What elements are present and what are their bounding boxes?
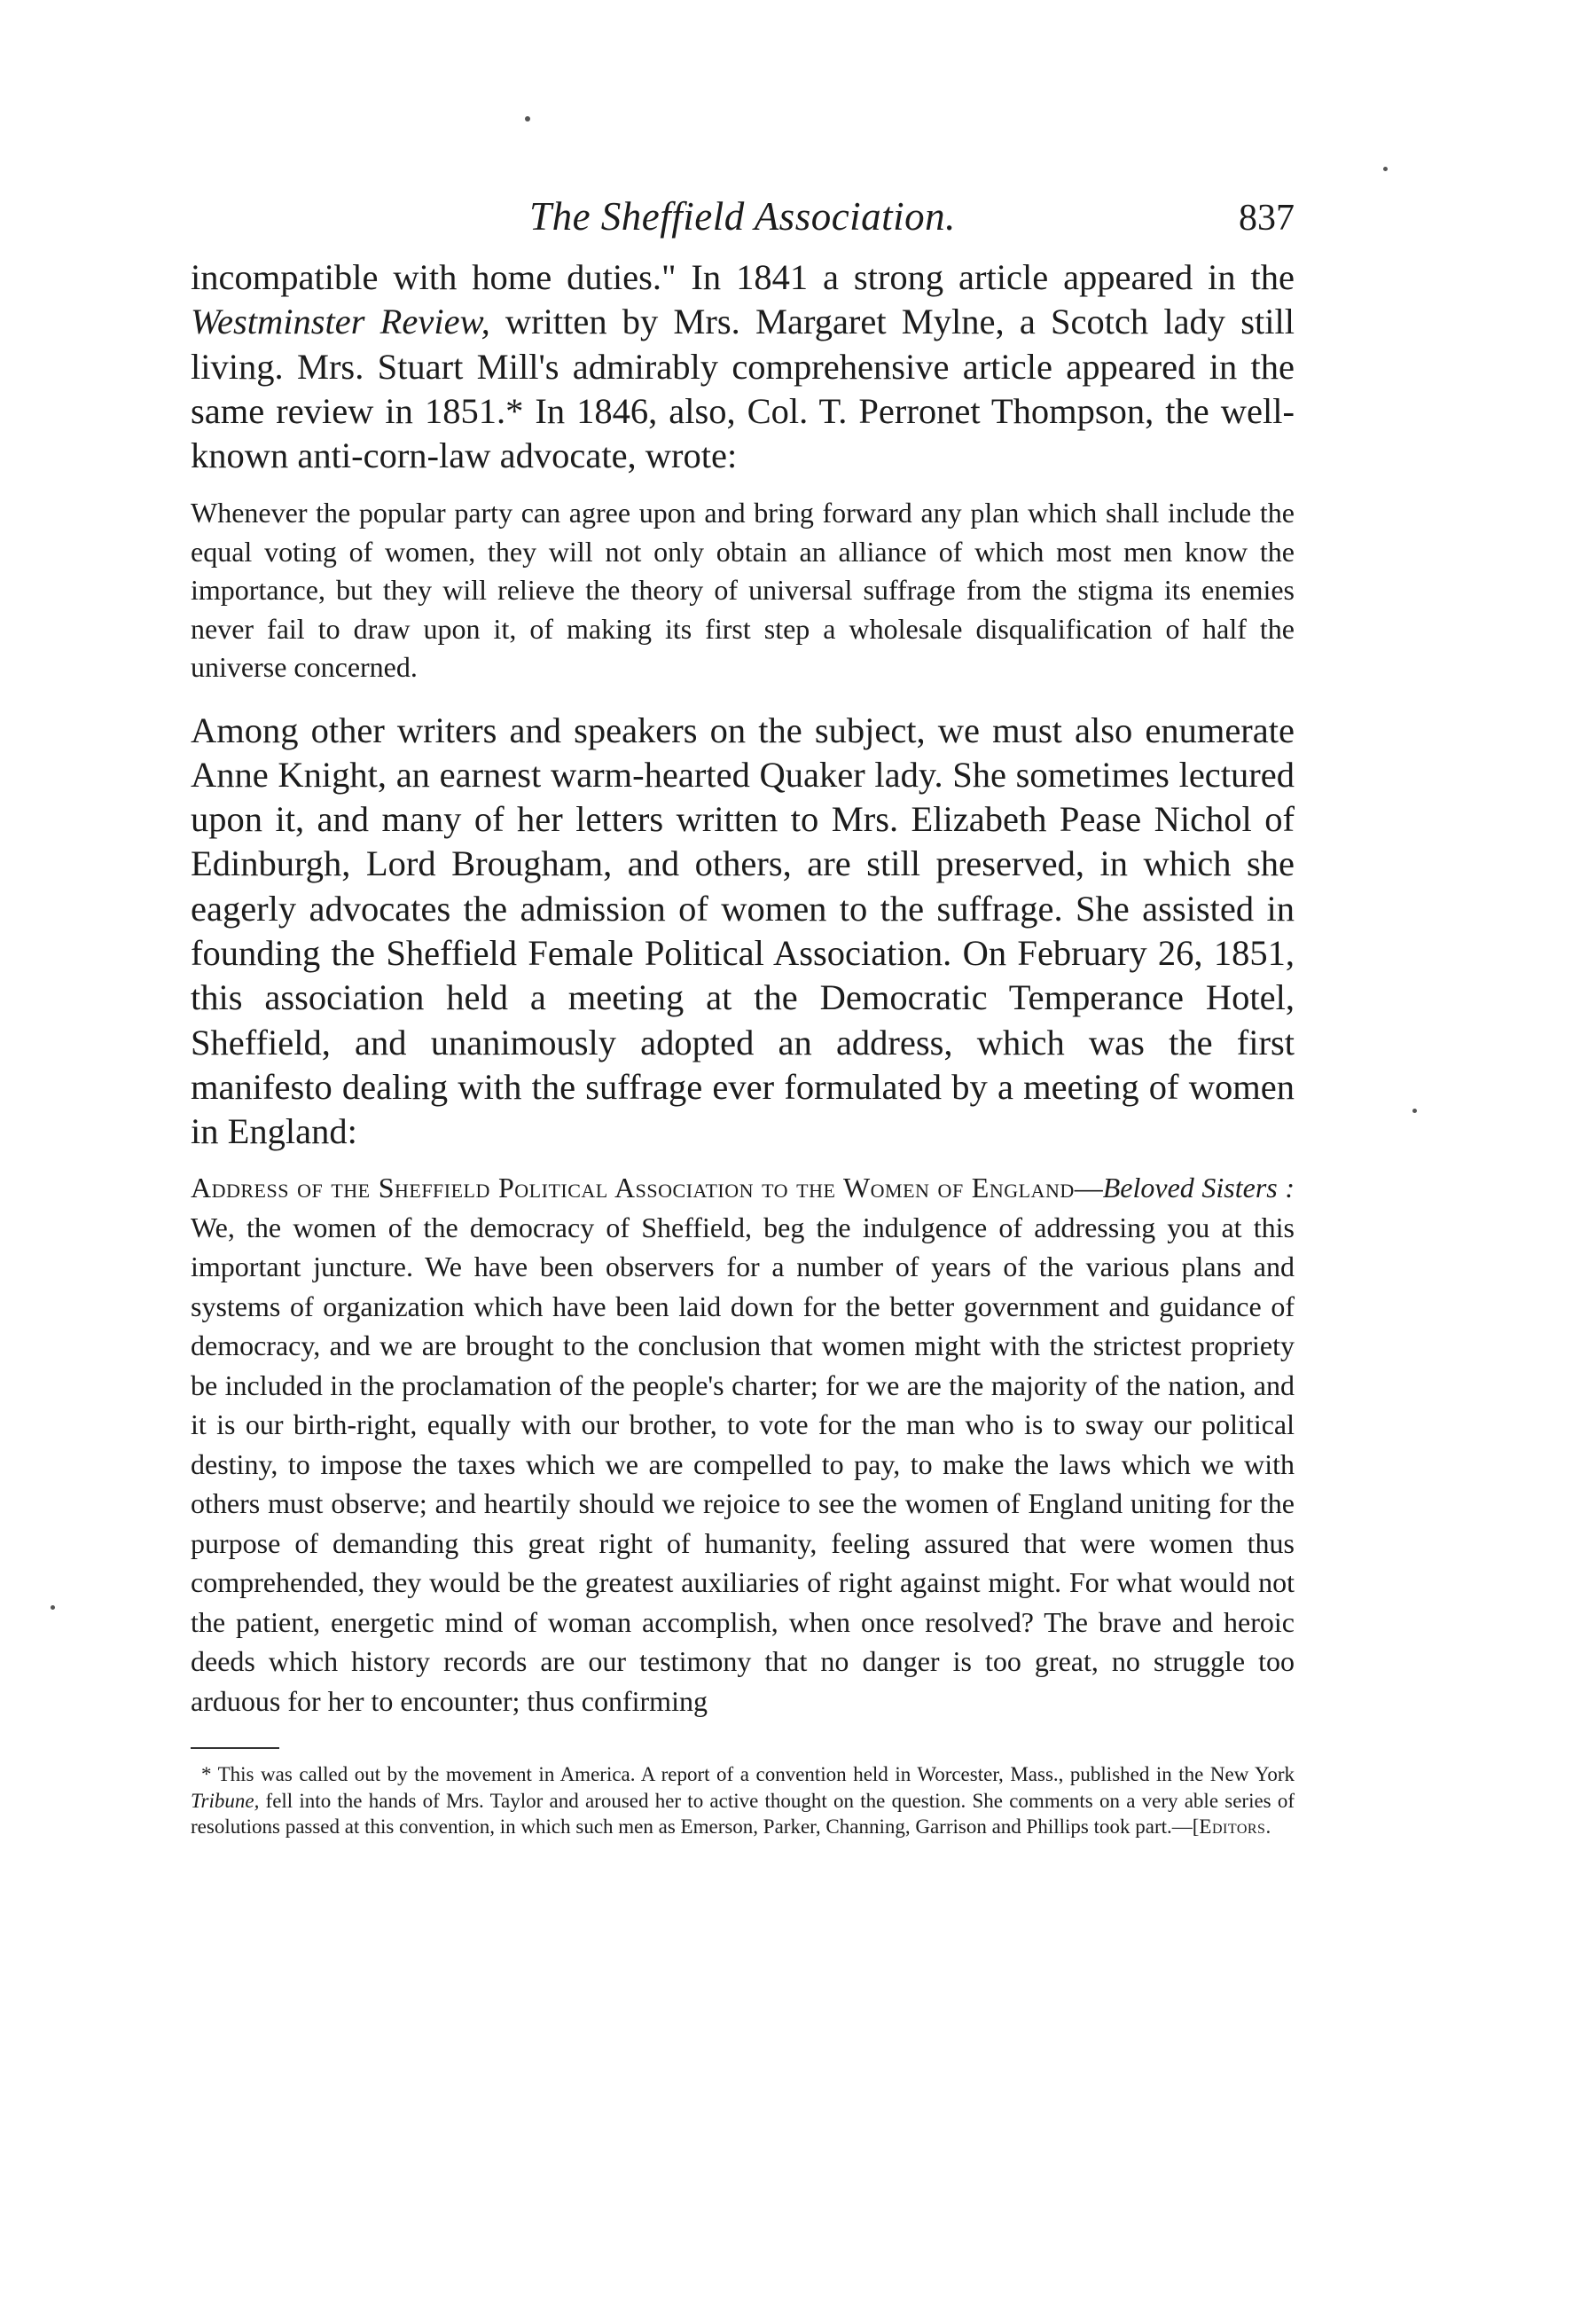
paragraph-1 <box>191 255 1295 478</box>
print-speck <box>1412 1109 1417 1113</box>
newspaper-title: Tribune, <box>191 1789 260 1812</box>
paragraph-1-text-cont: written by Mrs. Margaret Mylne, a Scotch lady still living. Mrs. Stuart Mill's admirably comprehensive article appeared in the same review in 1851.* In 1846, also, Col. T. Perronet Thompson, the well-known anti-corn-law advocate, wrote: <box>191 302 1295 476</box>
paragraph-1-text: incompatible with home duties." In 1841 a strong article appeared in the <box>191 257 1295 297</box>
footnote-rule <box>191 1747 279 1749</box>
address-body: We, the women of the democracy of Sheffield, beg the indulgence of addressing you at this important juncture. We have been observers for a number of years of the various plans and systems of organization which have been laid down for the better government and guidance of democracy, and we are brought to the conclusion that women might with the strictest propriety be included in the proclamation of the people's charter; for we are the majority of the nation, and it is our birth-right, equally with our brother, to vote for the man who is to sway our political destiny, to impose the taxes which we are compelled to pay, to make the laws which we with others must observe; and heartily should we rejoice to see the women of England uniting for the purpose of demanding this great right of humanity, feeling assured that were women thus comprehended, they would be the greatest auxiliaries of right against might. For what would not the patient, energetic mind of woman accomplish, when once resolved? The brave and heroic deeds which history records are our testimony that no danger is too great, no struggle too arduous for her to encounter; thus confirming <box>191 1211 1295 1717</box>
print-speck <box>1383 167 1388 171</box>
page-number: 837 <box>1239 198 1295 239</box>
print-speck <box>525 116 530 122</box>
footnote <box>191 1761 1295 1840</box>
footnote-text-cont: fell into the hands of Mrs. Taylor and aroused her to active thought on the question. She comments on a very able series of resolutions passed at this convention, in which such men as Emerson, Parker, Channing, Garrison and Phillips took part.—[ <box>191 1789 1295 1839</box>
address-quote <box>191 1168 1295 1721</box>
address-heading: Address of the Sheffield Political Association to the Women of England <box>191 1172 1075 1204</box>
block-quote: Whenever the popular party can agree upon and bring forward any plan which shall include the equal voting of women, they will not only obtain an alliance of which most men know the importance, but they will relieve the theory of universal suffrage from the stigma its enemies never fail to draw upon it, of making its first step a wholesale disqualification of half the universe concerned. <box>191 497 1295 684</box>
address-salutation: Beloved Sisters : <box>1102 1172 1295 1204</box>
running-title: The Sheffield Association. <box>529 194 956 239</box>
address-dash: — <box>1074 1172 1103 1204</box>
page <box>191 193 1295 1840</box>
footnote-text: * This was called out by the movement in America. A report of a convention held in Worcester, Mass., published in the New York <box>201 1763 1295 1786</box>
footnote-editors: Editors. <box>1199 1815 1271 1839</box>
paragraph-2: Among other writers and speakers on the subject, we must also enumerate Anne Knight, an earnest warm-hearted Quaker lady. She sometimes lectured upon it, and many of her letters written to Mrs. Elizabeth Pease Nichol of Edinburgh, Lord Brougham, and others, are still preserved, in which she eagerly advocates the admission of women to the suffrage. She assisted in founding the Sheffield Female Political Association. On February 26, 1851, this association held a meeting at the Democratic Temperance Hotel, Sheffield, and unanimously adopted an address, which was the first manifesto dealing with the suffrage ever formulated by a meeting of women in England: <box>191 710 1295 1152</box>
print-speck <box>51 1605 55 1610</box>
journal-title: Westminster Review, <box>191 302 490 342</box>
running-head <box>191 193 1295 255</box>
